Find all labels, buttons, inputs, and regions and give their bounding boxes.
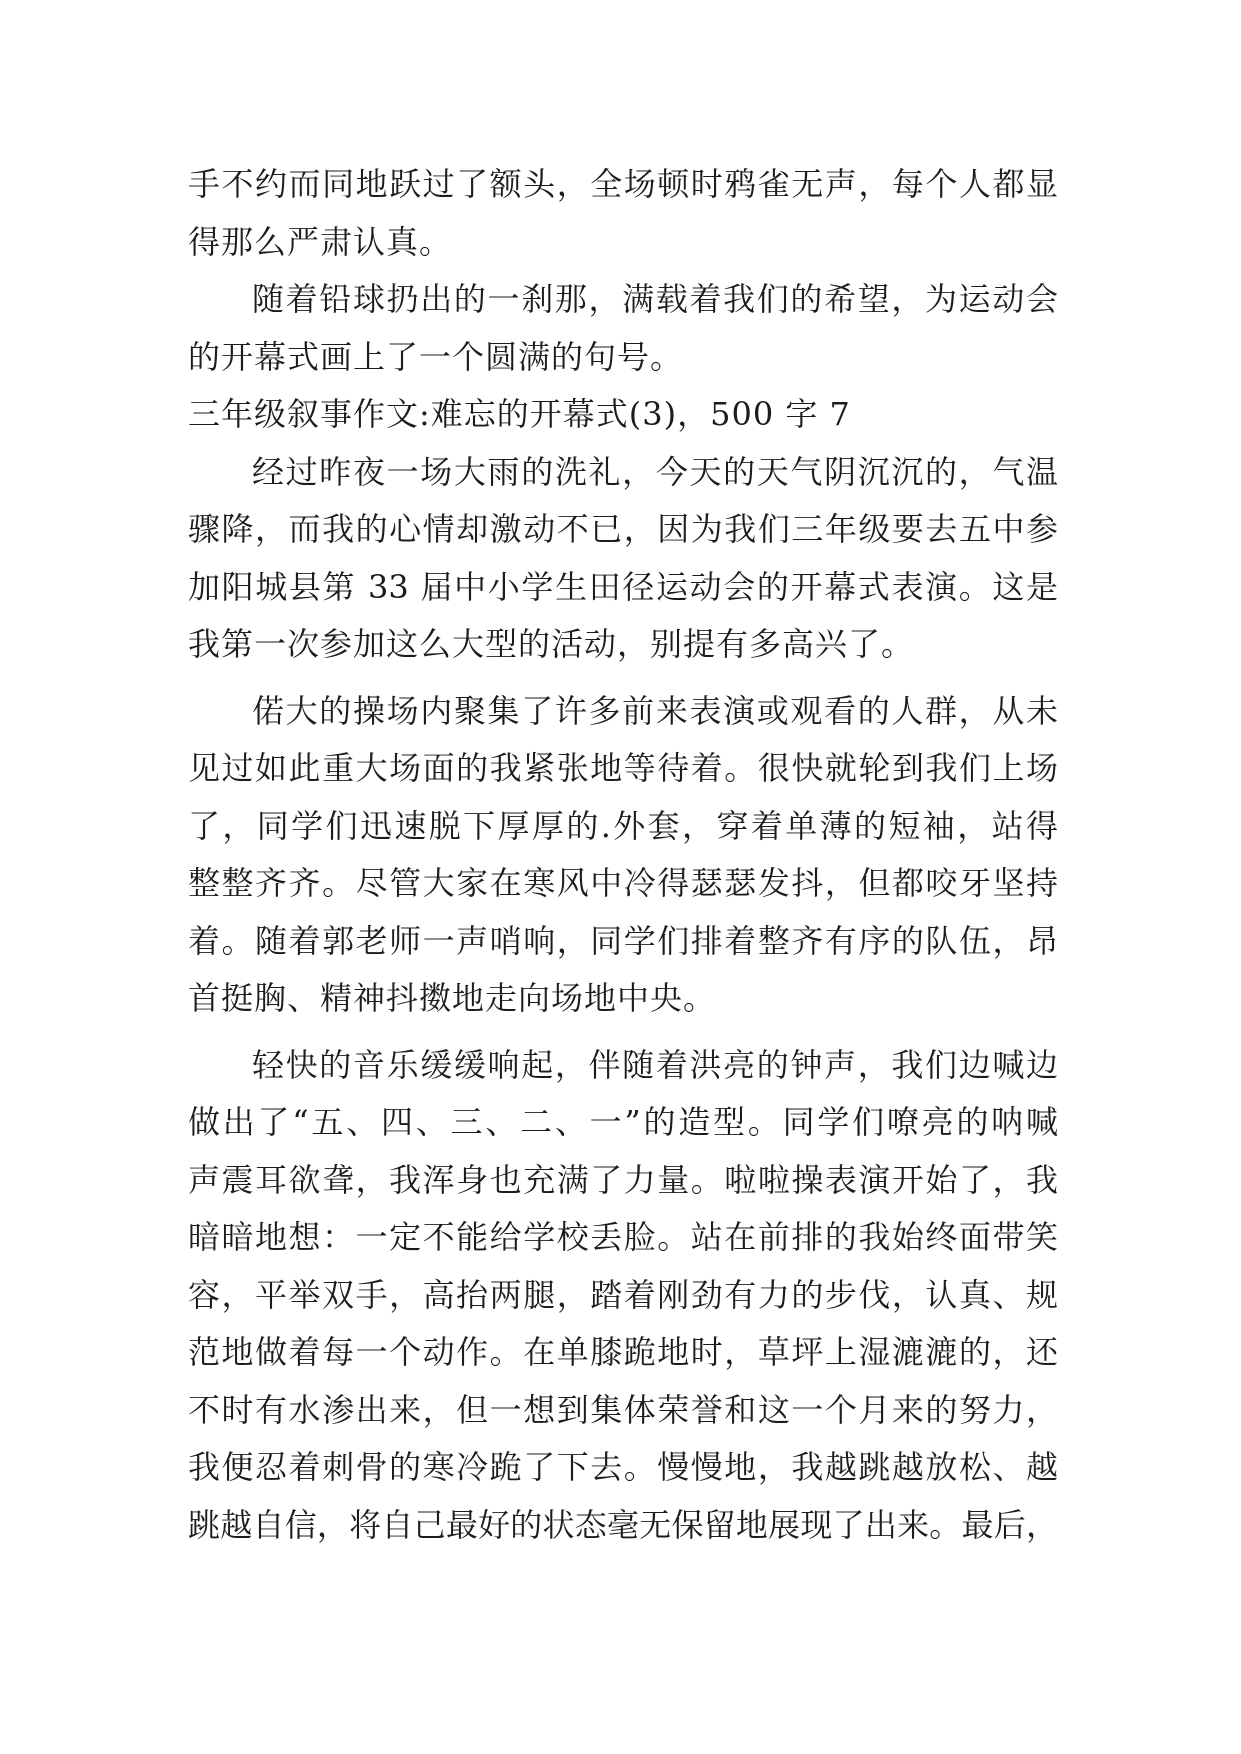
document-body	[188, 156, 1058, 1554]
text-line: 我第一次参加这么大型的活动，别提有多高兴了。	[188, 625, 915, 663]
text-line: 轻快的音乐缓缓响起，伴随着洪亮的钟声，我们边喊边	[252, 1045, 1058, 1084]
section-heading	[188, 386, 1058, 444]
text-line: 了，同学们迅速脱下厚厚的.外套，穿着单薄的短袖，站得	[188, 806, 1058, 845]
text-line: 声震耳欲聋，我浑身也充满了力量。啦啦操表演开始了，我	[188, 1160, 1058, 1199]
text-line: 加阳城县第 33 届中小学生田径运动会的开幕式表演。这是	[188, 567, 1058, 606]
paragraph	[188, 271, 1058, 386]
text-line: 整整齐齐。尽管大家在寒风中冷得瑟瑟发抖，但都咬牙坚持	[188, 864, 1058, 902]
paragraph	[188, 444, 1058, 674]
text-line: 不时有水渗出来，但一想到集体荣誉和这一个月来的努力，	[188, 1390, 1058, 1429]
text-line: 见过如此重大场面的我紧张地等待着。很快就轮到我们上场	[188, 749, 1058, 787]
text-line: 经过昨夜一场大雨的洗礼，今天的天气阴沉沉的，气温	[252, 452, 1058, 491]
text-line: 得那么严肃认真。	[188, 222, 453, 261]
text-line: 跳越自信，将自己最好的状态毫无保留地展现了出来。最后，	[188, 1505, 1058, 1544]
paragraph	[188, 1037, 1058, 1555]
text-line: 做出了“五、四、三、二、一”的造型。同学们嘹亮的呐喊	[188, 1103, 1058, 1141]
text-line: 的开幕式画上了一个圆满的句号。	[188, 337, 684, 376]
text-line: 随着铅球扔出的一刹那，满载着我们的希望，为运动会	[252, 280, 1058, 318]
text-line: 暗暗地想：一定不能给学校丢脸。站在前排的我始终面带笑	[188, 1218, 1058, 1256]
text-line: 容，平举双手，高抬两腿，踏着刚劲有力的步伐，认真、规	[188, 1275, 1058, 1314]
text-line: 着。随着郭老师一声哨响，同学们排着整齐有序的队伍，昂	[188, 921, 1058, 960]
text-line: 偌大的操场内聚集了许多前来表演或观看的人群，从未	[252, 691, 1058, 730]
text-line: 骤降，而我的心情却激动不已，因为我们三年级要去五中参	[188, 510, 1058, 548]
text-line: 手不约而同地跃过了额头，全场顿时鸦雀无声，每个人都显	[188, 165, 1058, 203]
paragraph	[188, 683, 1058, 1028]
heading-line: 三年级叙事作文:难忘的开幕式(3)，500 字 7	[188, 395, 851, 433]
text-line: 首挺胸、精神抖擞地走向场地中央。	[188, 979, 717, 1017]
text-line: 我便忍着刺骨的寒冷跪了下去。慢慢地，我越跳越放松、越	[188, 1448, 1058, 1486]
paragraph-continuation	[188, 156, 1058, 271]
text-line: 范地做着每一个动作。在单膝跪地时，草坪上湿漉漉的，还	[188, 1333, 1058, 1371]
